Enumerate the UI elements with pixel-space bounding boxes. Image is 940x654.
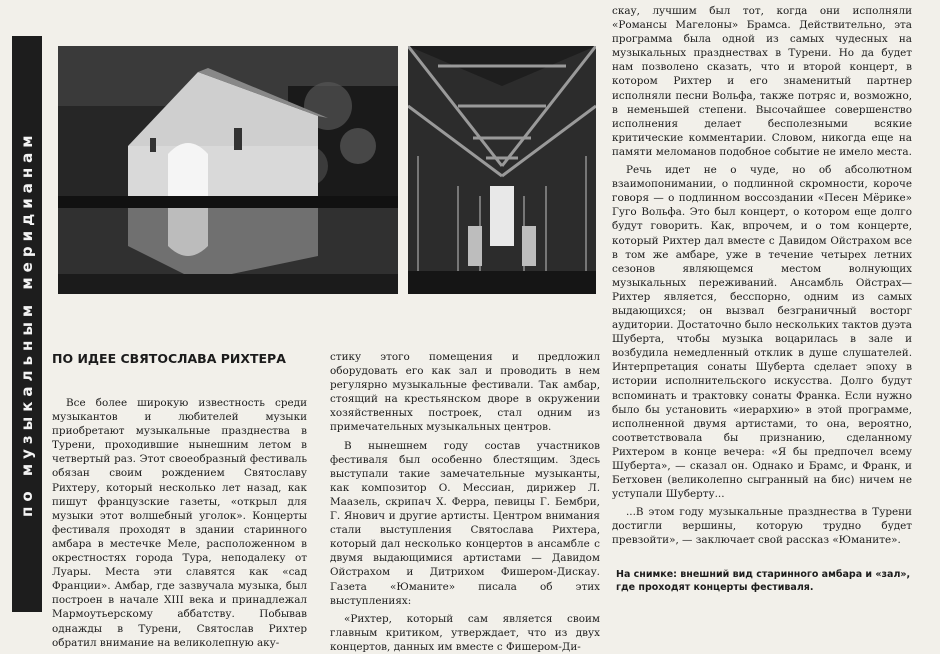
- paragraph: «Рихтер, который сам является своим главным критиком, утверждает, что из двух концертов, данных им вместе с Фишером-Ди-: [330, 612, 600, 653]
- barn-exterior-photo: [58, 46, 398, 294]
- sidebar-title: по музыкальным меридианам: [18, 130, 36, 518]
- paragraph: ...В этом году музыкальные празднества в Турени достигли вершины, которую трудно будет превзойти», — заключает свой рассказ «Юманите».: [612, 506, 912, 547]
- paragraph: скау, лучшим был тот, когда они исполняли «Романсы Магелоны» Брамса. Действительно, эта программа была одной из самых чудесных на музыкальных празднествах в Турени. Но да будет нам позволено сказать, что и второй концерт, в котором Рихтер и его знаменитый партнер исполняли песни Вольфа, также потряс и, возможно, в неменьшей степени. Высочайшее совершенство исполнения делает бесполезными всякие критические комментарии. Словом, никогда еще на памяти меломанов подобное событие не имело места.: [612, 5, 912, 158]
- paragraph: стику этого помещения и предложил оборудовать его как зал и проводить в нем регулярно музыкальные фестивали. Так амбар, стоящий на крестьянском дворе в окружении хозяйственных построек, стал одним из примечательных музыкальных центров.: [330, 351, 600, 434]
- paragraph: Речь идет не о чуде, но об абсолютном взаимопонимании, о подлинной скромности, короче говоря — о подлинном воссоздании «Песен Мёрике» Гуго Вольфа. Это был концерт, о котором еще долго будут говорить. Как, впрочем, и о том концерте, который Рихтер дал вместе с Давидом Ойстрахом все в том же амбаре, уже в течение четырех летних сезонов являющемся местом волнующих музыкальных переживаний. Ансамбль Ойстрах—Рихтер является, бесспорно, одним из самых выдающихся; он вызвал безграничный восторг аудитории. Достаточно было нескольких тактов дуэта Шуберта, чтобы музыка воцарилась в зале и возбудила немедленный отклик в душе слушателей. Интерпретация сонаты Шуберта сделает эпоху в истории исполнительского искусства. Долго будут вспоминать и трактовку сонаты Франка. Если нужно было бы установить «иерархию» в этой программе, исполненной двумя артистами, то она, вероятно, соответствовала бы признанию, сделанному Рихтером в конце вечера: «Я бы предпочел всему Шуберта», — сказал он. Однако и Брамс, и Франк, и Бетховен (великолепно сыгранный на бис) ничем не уступали Шуберту...: [612, 164, 912, 501]
- paragraph: В нынешнем году состав участников фестиваля был особенно блестящим. Здесь выступали такие замечательные музыканты, как композитор О. Мессиан, дирижер Л. Маазель, скрипач Х. Ферра, певицы Г. Бембри, Г. Янович и другие артисты. Центром внимания стали выступления Святослава Рихтера, который дал несколько концертов в ансамбле с двумя выдающимися артистами — Давидом Ойстрахом и Дитрихом Фишером-Дискау. Газета «Юманите» писала об этих выступлениях:: [330, 439, 600, 607]
- article-column-1: [52, 396, 307, 650]
- photo-caption: На снимке: внешний вид старинного амбара и «зал», где проходят концерты фестиваля.: [616, 569, 911, 593]
- article-column-3: [612, 4, 912, 548]
- barn-interior-photo: [408, 46, 596, 294]
- paragraph: Все более широкую известность среди музыкантов и любителей музыки приобретают музыкальные празднества в Турени, проходившие нынешним летом в четвертый раз. Этот своеобразный фестиваль обязан своим рождением Святославу Рихтеру, который несколько лет назад, как пишут французские газеты, «открыл для музыки этот волшебный уголок». Концерты фестиваля проходят в здании старинного амбара в местечке Меле, расположенном в окрестностях города Тура, неподалеку от Луары. Места эти славятся как «сад Франции». Амбар, где зазвучала музыка, был построен в начале XIII века и принадлежал Мармоутьерскому аббатству. Побывав однажды в Турени, Святослав Рихтер обратил внимание на великолепную аку-: [52, 397, 307, 649]
- article-heading: ПО ИДЕЕ СВЯТОСЛАВА РИХТЕРА: [52, 351, 286, 366]
- article-column-2: [330, 350, 600, 654]
